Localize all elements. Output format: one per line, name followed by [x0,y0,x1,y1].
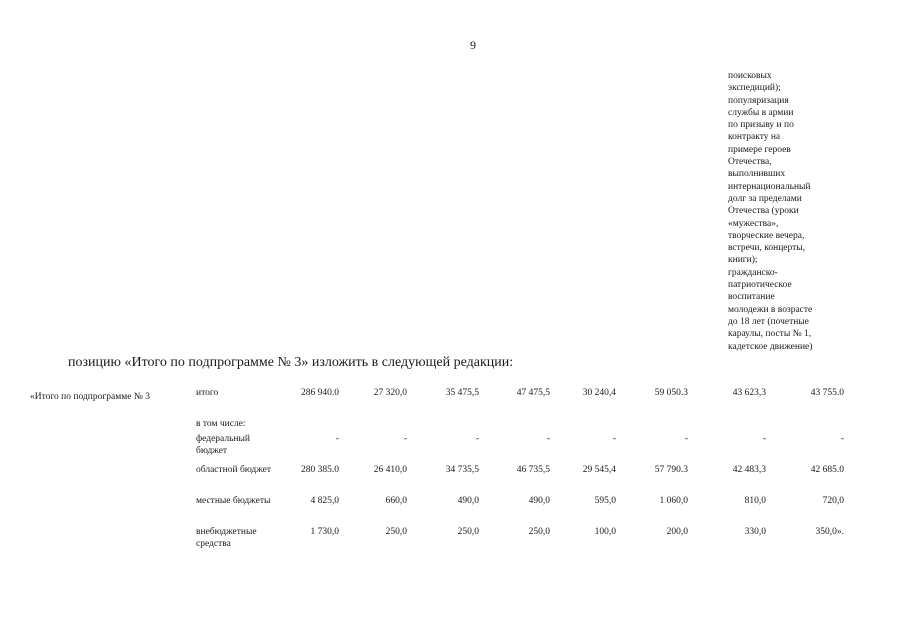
value-cell: 43 755.0 [810,388,844,398]
value-cell: 35 475,5 [445,388,479,398]
table-row [196,418,844,433]
value-cell: 29 545,4 [582,465,616,475]
value-cell: 490,0 [528,496,550,506]
instruction-text: позицию «Итого по подпрограмме № 3» изложить в следующей редакции: [68,355,514,370]
value-cell: - [403,434,407,444]
value-cell: - [612,434,616,444]
value-cell: - [684,434,688,444]
value-cell [766,418,844,433]
value-cell: 1 730,0 [310,527,339,537]
value-cell: 34 735,5 [445,465,479,475]
row-category: итого [196,388,219,398]
value-cell: 42 483,3 [732,465,766,475]
table-row [196,464,844,495]
value-cell: 46 735,5 [516,465,550,475]
row-category: федеральный бюджет [196,434,250,456]
value-cell [274,418,339,433]
value-cell: 250,0 [457,527,479,537]
value-cell [339,418,407,433]
value-cell: 280 385.0 [301,465,339,475]
value-cell: 286 940.0 [301,388,339,398]
side-note: поисковых экспедиций); популяризация службы в армии по призыву и по контракту на примере героев Отечества, выполнивших интернациональный долг за пределами Отечества (уроки «мужества», творческие вечера, встречи, концерты, книги); гражданско- патриотическое воспитание молодежи в возрасте до 18 лет (почетные караулы, посты № 1, кадетское движение) [728,71,813,352]
table-row [196,526,844,557]
table-row [196,433,844,464]
value-cell: - [475,434,479,444]
value-cell: - [840,434,844,444]
value-cell: 720,0 [822,496,844,506]
value-cell: 330,0 [744,527,766,537]
value-cell: 43 623,3 [732,388,766,398]
value-cell: 4 825,0 [310,496,339,506]
value-cell [688,418,766,433]
value-cell: 350,0». [815,527,844,537]
value-cell [616,418,688,433]
value-cell: 200,0 [666,527,688,537]
value-cell: - [335,434,339,444]
value-cell: 250,0 [385,527,407,537]
value-cell: 57 790.3 [654,465,688,475]
value-cell: 42 685.0 [810,465,844,475]
value-cell: 100,0 [594,527,616,537]
value-cell: 810,0 [744,496,766,506]
funding-table [196,387,844,557]
value-cell [479,418,550,433]
value-cell: 59 050.3 [654,388,688,398]
value-cell: 27 320,0 [373,388,407,398]
value-cell: 30 240,4 [582,388,616,398]
value-cell: 26 410,0 [373,465,407,475]
value-cell: 660,0 [385,496,407,506]
value-cell: 47 475,5 [516,388,550,398]
value-cell: 1 060,0 [659,496,688,506]
row-category: областной бюджет [196,465,272,475]
table-row [196,495,844,526]
table-row [196,387,844,418]
row-category: в том числе: [196,419,246,429]
value-cell: - [762,434,766,444]
row-category: местные бюджеты [196,496,271,506]
value-cell: 250,0 [528,527,550,537]
page-number: 9 [470,38,476,52]
value-cell [407,418,479,433]
row-label: «Итого по подпрограмме № 3 [30,392,151,402]
value-cell: 595,0 [594,496,616,506]
value-cell: 490,0 [457,496,479,506]
value-cell [550,418,616,433]
value-cell: - [546,434,550,444]
row-category: внебюджетные средства [196,527,257,549]
